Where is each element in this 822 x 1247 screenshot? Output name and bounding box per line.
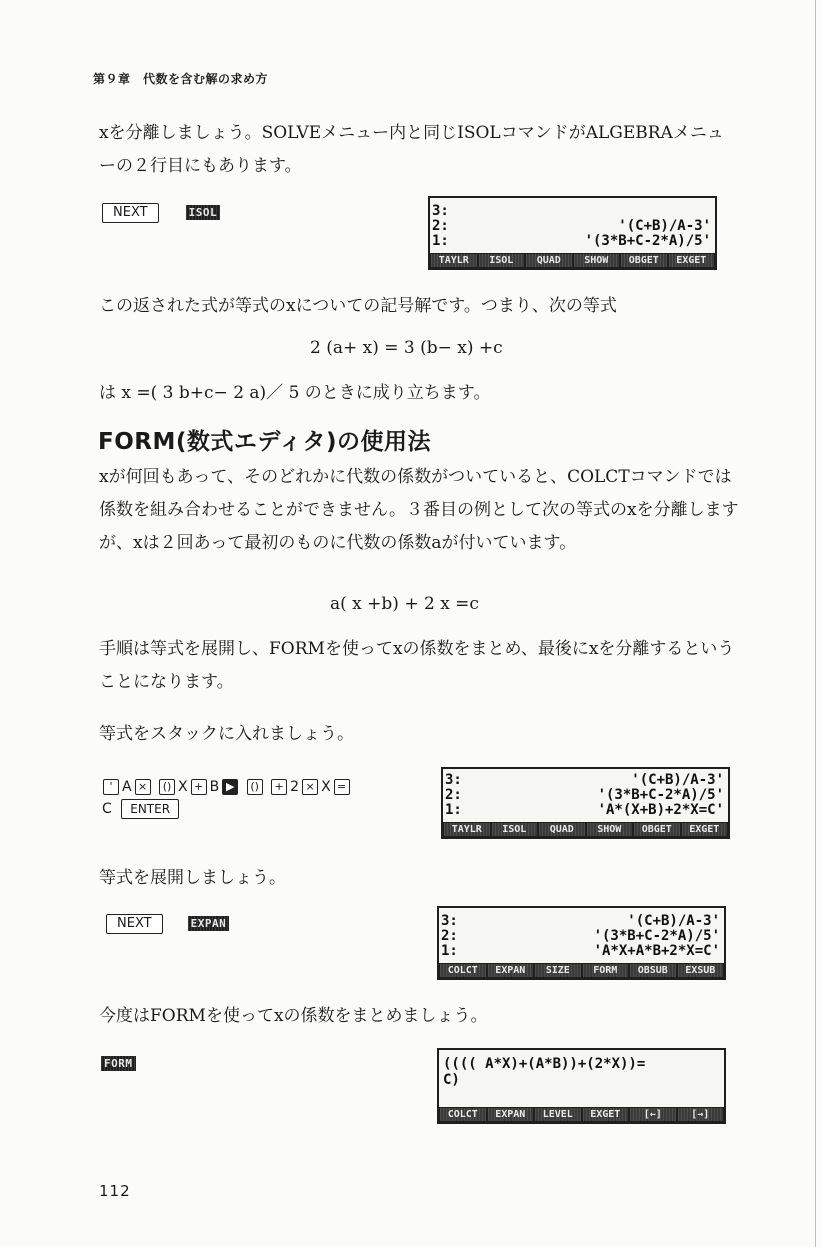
equation-2: a( x +b) + 2 x =c xyxy=(330,594,479,614)
plus-key[interactable]: + xyxy=(191,779,207,795)
form-editor-line-2: C) xyxy=(443,1072,460,1088)
quote-key[interactable]: ' xyxy=(103,779,119,795)
menu-obget[interactable]: OBGET xyxy=(621,254,667,267)
menu-taylr[interactable]: TAYLR xyxy=(444,823,490,836)
stack-level-3: 3: xyxy=(432,203,449,219)
letter-x: X xyxy=(178,779,188,795)
menu-isol[interactable]: ISOL xyxy=(479,254,525,267)
page-number: 112 xyxy=(99,1182,131,1200)
menu-quad[interactable]: QUAD xyxy=(526,254,572,267)
menu-quad[interactable]: QUAD xyxy=(539,823,585,836)
menu-expan[interactable]: EXPAN xyxy=(488,1108,534,1121)
step3-keys xyxy=(106,912,229,934)
menu-show[interactable]: SHOW xyxy=(574,254,620,267)
form-editor-line-1: (((( A*X)+(A*B))+(2*X))= xyxy=(443,1056,646,1072)
calculator-screen-2 xyxy=(441,767,730,839)
step1-keys xyxy=(102,201,220,223)
menu-cursor-left[interactable]: [←] xyxy=(630,1108,676,1121)
paren-key-2[interactable]: () xyxy=(247,779,263,795)
menu-obget[interactable]: OBGET xyxy=(634,823,680,836)
paragraph-form-collect: 今度はFORMを使ってxの係数をまとめましょう。 xyxy=(99,1006,488,1026)
equation-1: 2 (a+ x) = 3 (b− x) +c xyxy=(310,338,503,358)
menu-exget[interactable]: EXGET xyxy=(583,1108,629,1121)
digit-2: 2 xyxy=(290,779,300,795)
stack-level-1: 1: '(3*B+C-2*A)/5' xyxy=(432,233,711,249)
stack-level-2: 2: '(C+B)/A-3' xyxy=(432,218,711,234)
softkey-menu xyxy=(439,1107,724,1122)
enter-key[interactable]: ENTER xyxy=(121,799,179,819)
stack-level-1: 1: 'A*(X+B)+2*X=C' xyxy=(445,802,724,818)
paragraph-holds-when: は x =( 3 b+c− 2 a)／ 5 のときに成り立ちます。 xyxy=(99,383,491,403)
form-softkey[interactable]: FORM xyxy=(101,1056,136,1071)
menu-size[interactable]: SIZE xyxy=(535,964,581,977)
menu-exget[interactable]: EXGET xyxy=(682,823,728,836)
paren-key[interactable]: () xyxy=(159,779,175,795)
letter-x-2: X xyxy=(321,779,331,795)
menu-taylr[interactable]: TAYLR xyxy=(431,254,477,267)
menu-exsub[interactable]: EXSUB xyxy=(678,964,724,977)
key-sequence xyxy=(101,776,352,820)
right-arrow-key[interactable]: ▶ xyxy=(222,779,238,795)
multiply-key[interactable]: × xyxy=(135,779,151,795)
letter-a: A xyxy=(122,779,132,795)
softkey-menu xyxy=(430,253,715,268)
stack-level-3: 3: '(C+B)/A-3' xyxy=(445,772,724,788)
menu-cursor-right[interactable]: [→] xyxy=(678,1108,724,1121)
menu-colct[interactable]: COLCT xyxy=(440,1108,486,1121)
plus-key-2[interactable]: + xyxy=(271,779,287,795)
menu-level[interactable]: LEVEL xyxy=(535,1108,581,1121)
step4-keys xyxy=(101,1052,136,1071)
calculator-screen-3 xyxy=(437,906,726,980)
paragraph-expand: 等式を展開しましょう。 xyxy=(99,868,286,888)
menu-expan[interactable]: EXPAN xyxy=(488,964,534,977)
menu-colct[interactable]: COLCT xyxy=(440,964,486,977)
paragraph-symbolic-solution: この返された式が等式のxについての記号解です。つまり、次の等式 xyxy=(99,296,617,316)
paragraph-enter-stack: 等式をスタックに入れましょう。 xyxy=(99,724,354,744)
next-key[interactable]: NEXT xyxy=(106,914,163,934)
isol-softkey[interactable]: ISOL xyxy=(186,205,221,220)
letter-c: C xyxy=(102,801,112,817)
section-heading: FORM(数式エディタ)の使用法 xyxy=(98,429,432,455)
paragraph-procedure: 手順は等式を展開し、FORMを使ってxの係数をまとめ、最後にxを分離するということになります。 xyxy=(99,639,735,692)
page-edge-rule xyxy=(815,0,816,1247)
menu-exget[interactable]: EXGET xyxy=(669,254,715,267)
menu-isol[interactable]: ISOL xyxy=(492,823,538,836)
multiply-key-2[interactable]: × xyxy=(302,779,318,795)
stack-level-1: 1: 'A*X+A*B+2*X=C' xyxy=(441,943,720,959)
menu-show[interactable]: SHOW xyxy=(587,823,633,836)
menu-form[interactable]: FORM xyxy=(583,964,629,977)
chapter-header: 第９章 代数を含む解の求め方 xyxy=(93,72,269,86)
stack-level-3: 3: '(C+B)/A-3' xyxy=(441,913,720,929)
expan-softkey[interactable]: EXPAN xyxy=(188,916,230,931)
stack-level-2: 2: '(3*B+C-2*A)/5' xyxy=(441,928,720,944)
paragraph-isolate-intro: xを分離しましょう。SOLVEメニュー内と同じISOLコマンドがALGEBRAメニューの２行目にもあります。 xyxy=(99,123,724,176)
calculator-screen-1 xyxy=(428,196,717,270)
softkey-menu xyxy=(439,963,724,978)
paragraph-form-intro: xが何回もあって、そのどれかに代数の係数がついていると、COLCTコマンドでは係数を組み合わせることができません。３番目の例として次の等式のxを分離しますが、xは２回あって最初のものに代数の係数aが付いています。 xyxy=(99,467,739,553)
menu-obsub[interactable]: OBSUB xyxy=(630,964,676,977)
calculator-screen-4 xyxy=(437,1048,726,1124)
next-key[interactable]: NEXT xyxy=(102,203,159,223)
equals-key[interactable]: = xyxy=(334,779,350,795)
stack-level-2: 2: '(3*B+C-2*A)/5' xyxy=(445,787,724,803)
letter-b: B xyxy=(209,779,220,795)
softkey-menu xyxy=(443,822,728,837)
